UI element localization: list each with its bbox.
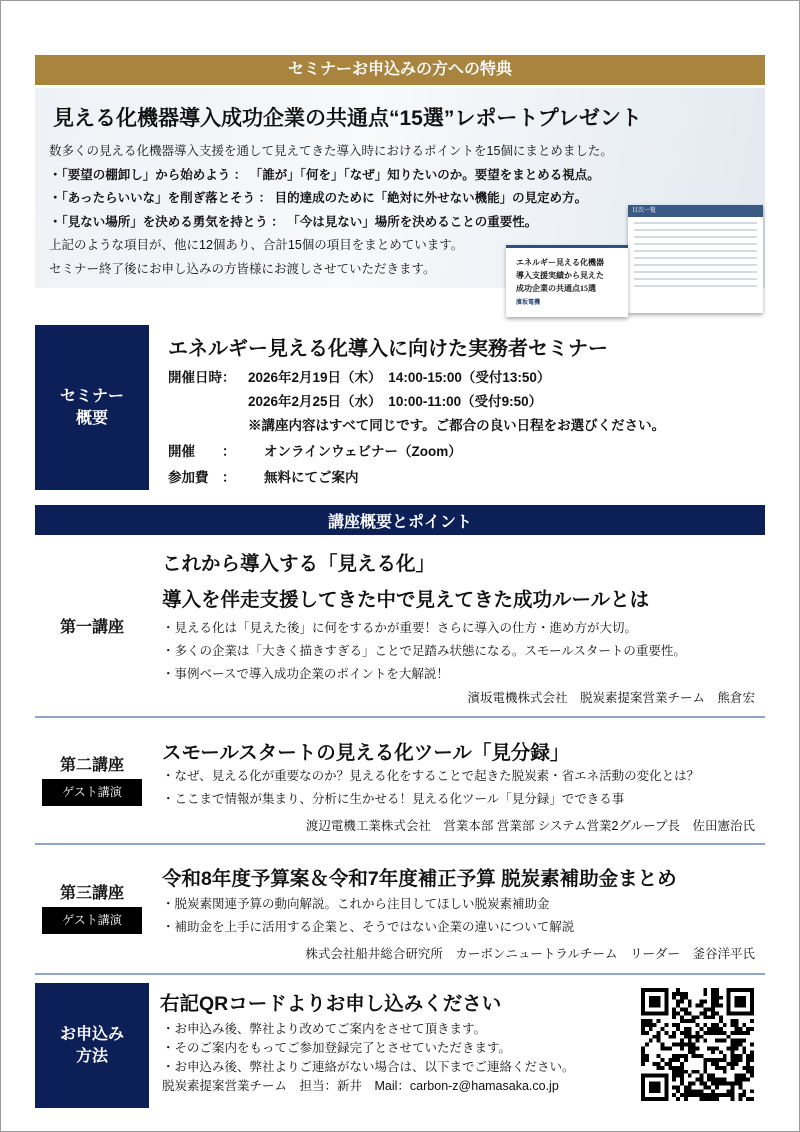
apply-side-label: お申込み 方法 [35, 983, 149, 1108]
divider [35, 973, 765, 975]
benefit-point: ・「見ない場所」を決める勇気を持とう ： 「今は見ない」場所を決めることの重要性。 [49, 214, 538, 229]
lecture-3-label: 第三講座 [59, 885, 124, 902]
benefit-note: セミナー終了後にお申し込みの方皆様にお渡しさせていただきます。 [49, 261, 436, 276]
venue: オンラインウェビナー（Zoom） [264, 444, 462, 459]
date-label: 開催日時： [168, 370, 236, 385]
report-cover-line: 成功企業の共通点15選 [516, 284, 596, 293]
lecture-2-title: スモールスタートの見える化ツール「見分録」 [162, 742, 570, 764]
benefit-point: ・「要望の棚卸し」から始めよう ： 「誰が」「何を」「なぜ」知りたいのか。要望をまとめる視点。 [49, 167, 600, 182]
lecture-1-bullets: ・見える化は「見えた後」に何をするかが重要！さらに導入の仕方・進め方が大切。 ・多くの企業は「大きく描きすぎる」ことで足踏み状態になる。スモールスタートの重要性。 ・事例ベースで導入成功企業のポイントを大解説！ [162, 621, 686, 681]
benefit-title: 見える化機器導入成功企業の共通点“15選”レポートプレゼント [53, 107, 642, 130]
benefit-banner: セミナーお申込みの方への特典 [35, 55, 765, 85]
lecture-1-label: 第一講座 [59, 619, 124, 636]
benefit-note: 上記のような項目が、他に12個あり、合計15個の項目をまとめています。 [49, 238, 464, 252]
lecture-2-bullets: ・なぜ、見える化が重要なのか？見える化をすることで起きた脱炭素・省エネ活動の変化とは？ ・ここまで情報が集まり、分析に生かせる！見える化ツール「見分録」でできる事 [162, 769, 700, 806]
lecture-1-subtitle: 導入を伴走支援してきた中で見えてきた成功ルールとは [162, 589, 650, 611]
benefit-point: ・「あったらいいな」を削ぎ落とそう ： 目的達成のために「絶対に外せない機能」の見定め方。 [49, 191, 588, 205]
divider [35, 843, 765, 845]
date-note: ※講座内容はすべて同じです。ご都合の良い日程をお選びください。 [248, 418, 666, 433]
guest-badge: ゲスト講演 [42, 907, 142, 934]
report-back-page-image [628, 205, 763, 313]
guest-badge: ゲスト講演 [42, 779, 142, 806]
lecture-1-title: これから導入する「見える化」 [162, 553, 436, 575]
apply-title: 右記QRコードよりお申し込みください [160, 993, 502, 1015]
report-cover-image [506, 245, 628, 317]
report-cover-line: エネルギー見える化機器 [516, 258, 604, 267]
lecture-2-speaker: 渡辺電機工業株式会社 営業本部 営業部 システム営業2グループ長 佐田憲治氏 [305, 819, 755, 833]
qr-code[interactable] [641, 988, 754, 1101]
report-cover-line: 導入支援実績から見えた [516, 271, 604, 280]
seminar-title: エネルギー見える化導入に向けた実務者セミナー [168, 338, 608, 360]
lecture-3-bullets: ・脱炭素関連予算の動向解説。これから注目してほしい脱炭素補助金 ・補助金を上手に活用する企業と、そうではない企業の違いについて解説 [162, 897, 575, 934]
fee: 無料にてご案内 [264, 470, 359, 485]
seminar-overview [168, 332, 666, 485]
report-back-header: 目次一覧 [628, 205, 763, 217]
lecture-3-title: 令和8年度予算案＆令和7年度補正予算 脱炭素補助金まとめ [162, 868, 677, 890]
divider [35, 716, 765, 718]
date-1: 2026年2月19日（木） 14:00-15:00（受付13:50） [248, 370, 551, 385]
seminar-side-label: セミナー 概要 [35, 325, 149, 490]
section-bar: 講座概要とポイント [35, 505, 765, 535]
lecture-1-speaker: 濱坂電機株式会社 脱炭素提案営業チーム 熊倉宏 [467, 691, 755, 705]
apply-lines: ・お申込み後、弊社より改めてご案内をさせて頂きます。 ・そのご案内をもってご参加登録完了とさせていただきます。 ・お申込み後、弊社よりご連絡がない場合は、以下までご連絡ください。 脱炭素提案営業チーム 担当：新井 Mail：carbon-z@hamasaka.co.jp [162, 1020, 575, 1096]
lecture-3-speaker: 株式会社船井総合研究所 カーボンニュートラルチーム リーダー 釜谷洋平氏 [305, 947, 755, 961]
date-2: 2026年2月25日（水） 10:00-11:00（受付9:50） [248, 394, 543, 409]
venue-label: 開催 ： [168, 444, 236, 459]
report-logo: 濱坂電機 [516, 300, 541, 306]
fee-label: 参加費 ： [168, 470, 236, 485]
lecture-2-label: 第二講座 [59, 757, 124, 774]
apply-contact: 脱炭素提案営業チーム 担当：新井 Mail：carbon-z@hamasaka.co.jp [162, 1079, 559, 1093]
benefit-intro: 数多くの見える化機器導入支援を通して見えてきた導入時におけるポイントを15個にまとめました。 [49, 144, 613, 158]
